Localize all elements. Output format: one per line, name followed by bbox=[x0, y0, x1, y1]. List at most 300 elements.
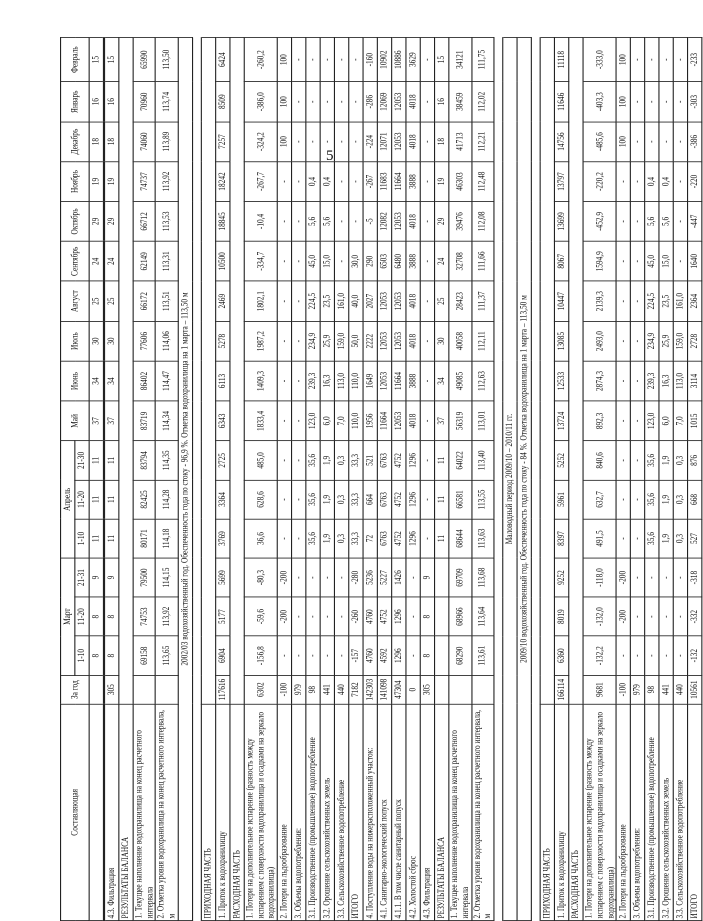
table-cell: 114,15 bbox=[156, 558, 179, 597]
header-month: Ноябрь bbox=[61, 162, 90, 202]
table-cell: 159,0 bbox=[674, 321, 688, 361]
table-cell: 35,6 bbox=[645, 480, 659, 519]
header-decade: 11-20 bbox=[75, 597, 89, 636]
table-cell: - bbox=[674, 82, 688, 122]
table-cell: 33,3 bbox=[349, 519, 363, 558]
table-cell: 111,66 bbox=[472, 241, 495, 281]
table-cell: -260 bbox=[349, 597, 363, 636]
header-march: Март bbox=[61, 558, 75, 675]
table-cell: - bbox=[335, 162, 349, 202]
table-cell: 82425 bbox=[133, 480, 156, 519]
table-cell: -286 bbox=[363, 82, 377, 122]
table-cell: 6904 bbox=[216, 636, 230, 675]
table-cell: 46303 bbox=[449, 162, 472, 202]
table-cell: 2493,0 bbox=[583, 321, 616, 361]
table-cell: 11683 bbox=[378, 162, 392, 202]
table-cell: 13724 bbox=[555, 401, 569, 441]
table-cell: 35,6 bbox=[645, 441, 659, 480]
table-cell: 36,6 bbox=[244, 519, 277, 558]
table-cell: - bbox=[406, 597, 420, 636]
table-cell: 5177 bbox=[216, 597, 230, 636]
table-row bbox=[156, 38, 179, 921]
table-cell: 35,6 bbox=[306, 441, 320, 480]
table-cell: 3888 bbox=[406, 361, 420, 401]
header-month: Январь bbox=[61, 82, 90, 122]
row-label: РЕЗУЛЬТАТЫ БАЛАНСА bbox=[435, 704, 449, 920]
table-cell: 112,48 bbox=[472, 162, 495, 202]
header-days: 8 bbox=[89, 597, 104, 636]
table-cell: 40,0 bbox=[349, 281, 363, 321]
table-cell: 1,9 bbox=[659, 519, 673, 558]
table-cell: 113,50 bbox=[156, 38, 179, 82]
table-cell: 4752 bbox=[392, 441, 406, 480]
table-cell: 4752 bbox=[378, 597, 392, 636]
table-cell: 0,4 bbox=[320, 162, 334, 202]
table-cell: 0,3 bbox=[674, 480, 688, 519]
table-cell: 2874,3 bbox=[583, 361, 616, 401]
table-row bbox=[631, 38, 645, 921]
table-cell: - bbox=[420, 361, 434, 401]
table-row bbox=[133, 38, 156, 921]
table-cell: 100 bbox=[616, 122, 630, 162]
table-cell: - bbox=[659, 38, 673, 82]
table-cell: 34 bbox=[435, 361, 449, 401]
table-cell: -332 bbox=[688, 597, 702, 636]
table-cell: 1296 bbox=[406, 519, 420, 558]
table-cell: -452,9 bbox=[583, 201, 616, 241]
header-days: 8 bbox=[89, 636, 104, 675]
table-cell: 10886 bbox=[392, 38, 406, 82]
table-cell: - bbox=[292, 82, 306, 122]
table-cell: 66172 bbox=[133, 281, 156, 321]
table-cell: 14756 bbox=[555, 122, 569, 162]
header-days: 30 bbox=[89, 321, 104, 361]
table-cell: 113,31 bbox=[156, 241, 179, 281]
table-cell: - bbox=[659, 636, 673, 675]
table-cell: 10561 bbox=[688, 675, 702, 704]
table-cell: - bbox=[674, 122, 688, 162]
table-row bbox=[335, 38, 349, 921]
table-cell: -100 bbox=[277, 675, 291, 704]
period-title bbox=[503, 38, 517, 921]
table-cell: - bbox=[631, 241, 645, 281]
table-cell: 5,6 bbox=[645, 201, 659, 241]
table-cell: 441 bbox=[320, 675, 334, 704]
table-cell: 8019 bbox=[555, 597, 569, 636]
table-cell: 100 bbox=[277, 122, 291, 162]
table-cell: - bbox=[616, 441, 630, 480]
table-cell: 40058 bbox=[449, 321, 472, 361]
table-cell: 521 bbox=[363, 441, 377, 480]
table-cell: 1296 bbox=[406, 441, 420, 480]
table-cell: 41713 bbox=[449, 122, 472, 162]
header-days: 24 bbox=[89, 241, 104, 281]
table-cell: - bbox=[320, 38, 334, 82]
empty-cell bbox=[119, 38, 133, 705]
table-cell: 485,0 bbox=[244, 441, 277, 480]
table-row bbox=[583, 38, 616, 921]
table-cell: - bbox=[631, 38, 645, 82]
table-cell: - bbox=[277, 361, 291, 401]
table-cell: - bbox=[631, 321, 645, 361]
table-cell: - bbox=[292, 519, 306, 558]
row-label: 2. Потери на льдообразование bbox=[277, 704, 291, 920]
table-cell: 6503 bbox=[378, 241, 392, 281]
table-cell: -334,7 bbox=[244, 241, 277, 281]
row-label: ПРИХОДНАЯ ЧАСТЬ bbox=[540, 704, 554, 920]
table-cell: 1296 bbox=[406, 480, 420, 519]
table-cell: - bbox=[320, 597, 334, 636]
table-row bbox=[292, 38, 306, 921]
table-cell: 23,5 bbox=[659, 281, 673, 321]
row-label: ИТОГО bbox=[688, 704, 702, 920]
table-cell: - bbox=[349, 122, 363, 162]
table-cell: - bbox=[631, 636, 645, 675]
table-cell: 224,5 bbox=[306, 281, 320, 321]
table-cell: 112,63 bbox=[472, 361, 495, 401]
table-cell: - bbox=[616, 281, 630, 321]
table-cell: 305 bbox=[104, 675, 119, 704]
table-cell: 979 bbox=[292, 675, 306, 704]
header-days: 25 bbox=[89, 281, 104, 321]
period-title-text: Маловодный период 2009/10 – 2010/11 гг. bbox=[503, 38, 517, 921]
table-cell: 3769 bbox=[216, 519, 230, 558]
table-cell: 113,0 bbox=[335, 361, 349, 401]
table-cell: - bbox=[645, 82, 659, 122]
table-cell: 66581 bbox=[449, 480, 472, 519]
header-days: 18 bbox=[89, 122, 104, 162]
table-cell: - bbox=[631, 82, 645, 122]
table-cell: 34 bbox=[104, 361, 119, 401]
table-cell: -59,6 bbox=[244, 597, 277, 636]
table-cell: 113,01 bbox=[472, 401, 495, 441]
table-cell: - bbox=[335, 82, 349, 122]
table-row bbox=[569, 38, 583, 921]
table-cell: -200 bbox=[277, 597, 291, 636]
table-cell: - bbox=[335, 558, 349, 597]
header-days-label bbox=[89, 704, 104, 920]
table-cell: - bbox=[420, 401, 434, 441]
row-label: 3. Объемы водопотребления: bbox=[631, 704, 645, 920]
period-title bbox=[178, 38, 192, 921]
table-cell: 10500 bbox=[216, 241, 230, 281]
table-cell: -303 bbox=[688, 82, 702, 122]
table-cell: 2364 bbox=[688, 281, 702, 321]
table-cell: 25,9 bbox=[320, 321, 334, 361]
table-cell: 113,92 bbox=[156, 597, 179, 636]
table-cell: 6,0 bbox=[659, 401, 673, 441]
table-cell: 16,3 bbox=[320, 361, 334, 401]
table-cell: 19 bbox=[104, 162, 119, 202]
table-cell: - bbox=[277, 241, 291, 281]
table-cell: 0,4 bbox=[645, 162, 659, 202]
table-cell: 32708 bbox=[449, 241, 472, 281]
table-cell: -260,2 bbox=[244, 38, 277, 82]
table-cell: 491,5 bbox=[583, 519, 616, 558]
table-cell: - bbox=[335, 38, 349, 82]
table-cell: - bbox=[674, 636, 688, 675]
header-days: 16 bbox=[89, 82, 104, 122]
table-cell: 8 bbox=[104, 597, 119, 636]
table-cell: - bbox=[349, 38, 363, 82]
table-cell: 113,40 bbox=[472, 441, 495, 480]
table-cell bbox=[156, 675, 179, 704]
table-cell: - bbox=[420, 321, 434, 361]
table-cell: 159,0 bbox=[335, 321, 349, 361]
table-cell: - bbox=[292, 558, 306, 597]
table-cell: 4752 bbox=[392, 519, 406, 558]
empty-cell bbox=[540, 38, 554, 705]
table-cell: 47304 bbox=[392, 675, 406, 704]
table-cell: 113,61 bbox=[472, 636, 495, 675]
table-cell: - bbox=[645, 558, 659, 597]
table-cell: 12053 bbox=[378, 321, 392, 361]
table-cell: 290 bbox=[363, 241, 377, 281]
table-cell: 18 bbox=[104, 122, 119, 162]
row-label: 2. Потери на льдообразование bbox=[616, 704, 630, 920]
table-cell: 9 bbox=[104, 558, 119, 597]
table-cell: 1594,9 bbox=[583, 241, 616, 281]
table-cell: -233 bbox=[688, 38, 702, 82]
table-cell: -333,0 bbox=[583, 38, 616, 82]
table-cell: -132 bbox=[688, 636, 702, 675]
table-cell: -200 bbox=[277, 558, 291, 597]
table-cell: - bbox=[631, 519, 645, 558]
row-label: 3.1. Производственное (промышленное) водопотребление bbox=[306, 704, 320, 920]
row-label: 4.1. Санитарно-экологический попуск bbox=[378, 704, 392, 920]
table-row bbox=[616, 38, 630, 921]
table-cell: 632,7 bbox=[583, 480, 616, 519]
table-cell: 28423 bbox=[449, 281, 472, 321]
table-cell: - bbox=[420, 241, 434, 281]
table-cell: 16,3 bbox=[659, 361, 673, 401]
table-cell: 1015 bbox=[688, 401, 702, 441]
table-cell: 1833,4 bbox=[244, 401, 277, 441]
table-cell: 0,4 bbox=[306, 162, 320, 202]
table-row bbox=[392, 38, 406, 921]
table-cell: 3364 bbox=[216, 480, 230, 519]
table-row bbox=[349, 38, 363, 921]
table-cell: - bbox=[420, 201, 434, 241]
table-cell: -160 bbox=[363, 38, 377, 82]
spacer-row bbox=[531, 38, 540, 921]
table-cell: - bbox=[631, 441, 645, 480]
table-cell: 10902 bbox=[378, 38, 392, 82]
table-cell bbox=[449, 675, 472, 704]
header-days: 11 bbox=[89, 480, 104, 519]
table-cell: 64022 bbox=[449, 441, 472, 480]
header-month: Сентябрь bbox=[61, 241, 90, 281]
table-cell: 113,0 bbox=[674, 361, 688, 401]
table-cell: 224,5 bbox=[645, 281, 659, 321]
table-cell: 83794 bbox=[133, 441, 156, 480]
table-cell: 161,0 bbox=[335, 281, 349, 321]
table-cell: - bbox=[674, 201, 688, 241]
table-row bbox=[659, 38, 673, 921]
table-cell: 25 bbox=[435, 281, 449, 321]
table-cell: 10447 bbox=[555, 281, 569, 321]
table-cell: 15,0 bbox=[659, 241, 673, 281]
table-cell: - bbox=[406, 636, 420, 675]
row-label: 3. Объемы водопотребления: bbox=[292, 704, 306, 920]
table-cell: 12082 bbox=[378, 201, 392, 241]
header-decade: 11-20 bbox=[75, 480, 89, 519]
table-cell: -280 bbox=[349, 558, 363, 597]
table-cell: -200 bbox=[616, 597, 630, 636]
table-cell: 1,9 bbox=[320, 441, 334, 480]
table-cell bbox=[435, 597, 449, 636]
table-cell: 2027 bbox=[363, 281, 377, 321]
table-cell: 5961 bbox=[555, 480, 569, 519]
table-cell: - bbox=[349, 162, 363, 202]
table-cell: 8067 bbox=[555, 241, 569, 281]
table-cell: 15 bbox=[435, 38, 449, 82]
table-cell: 112,21 bbox=[472, 122, 495, 162]
table-cell: 664 bbox=[363, 480, 377, 519]
header-decade: 1-10 bbox=[75, 636, 89, 675]
row-label: 2. Отметка уровня водохранилища на конец расчетного интервала, м bbox=[472, 704, 495, 920]
table-cell: - bbox=[631, 201, 645, 241]
table-cell: 234,9 bbox=[645, 321, 659, 361]
table-cell: 11664 bbox=[392, 162, 406, 202]
table-cell: 11 bbox=[435, 480, 449, 519]
table-cell: 37 bbox=[104, 401, 119, 441]
row-label: РЕЗУЛЬТАТЫ БАЛАНСА bbox=[119, 704, 133, 920]
table-cell: - bbox=[277, 162, 291, 202]
table-cell: -10,4 bbox=[244, 201, 277, 241]
table-cell: - bbox=[335, 241, 349, 281]
table-cell: 527 bbox=[688, 519, 702, 558]
header-month: Октябрь bbox=[61, 201, 90, 241]
table-cell: 6343 bbox=[216, 401, 230, 441]
table-cell: 9252 bbox=[555, 558, 569, 597]
table-cell: - bbox=[616, 636, 630, 675]
table-cell: 12053 bbox=[392, 82, 406, 122]
table-cell: 5227 bbox=[378, 558, 392, 597]
table-cell: 69158 bbox=[133, 636, 156, 675]
table-cell: 3114 bbox=[688, 361, 702, 401]
table-cell: 80171 bbox=[133, 519, 156, 558]
table-row bbox=[420, 38, 434, 921]
table-cell: 1,9 bbox=[659, 480, 673, 519]
table-cell: 70960 bbox=[133, 82, 156, 122]
table-cell: 79500 bbox=[133, 558, 156, 597]
table-cell: 86402 bbox=[133, 361, 156, 401]
row-label: 3.2. Орошение сельскохозяйственных земель bbox=[659, 704, 673, 920]
row-label: 4.1.1. В том числе санитарный попуск bbox=[392, 704, 406, 920]
table-cell: 113,89 bbox=[156, 122, 179, 162]
table-cell: - bbox=[420, 480, 434, 519]
table-cell: 15,0 bbox=[320, 241, 334, 281]
header-decade: 21-30 bbox=[75, 441, 89, 480]
table-cell: - bbox=[306, 82, 320, 122]
table-row bbox=[363, 38, 377, 921]
table-row bbox=[449, 38, 472, 921]
table-cell: - bbox=[292, 480, 306, 519]
table-row bbox=[244, 38, 277, 921]
table-cell: -100 bbox=[616, 675, 630, 704]
table-cell: 11 bbox=[104, 519, 119, 558]
table-cell: - bbox=[631, 361, 645, 401]
table-cell: 123,0 bbox=[306, 401, 320, 441]
table-cell: 6424 bbox=[216, 38, 230, 82]
table-cell: 45,0 bbox=[306, 241, 320, 281]
table-cell: 4018 bbox=[406, 122, 420, 162]
table-cell: 35,6 bbox=[306, 480, 320, 519]
table-cell: 68966 bbox=[449, 597, 472, 636]
table-cell: 6480 bbox=[392, 241, 406, 281]
table-cell: 114,47 bbox=[156, 361, 179, 401]
row-label: 3.2. Орошение сельскохозяйственных земель bbox=[320, 704, 334, 920]
table-cell: 305 bbox=[420, 675, 434, 704]
table-cell: - bbox=[306, 636, 320, 675]
table-cell: 440 bbox=[674, 675, 688, 704]
table-cell: 18242 bbox=[216, 162, 230, 202]
table-cell: - bbox=[292, 241, 306, 281]
row-label: ПРИХОДНАЯ ЧАСТЬ bbox=[201, 704, 215, 920]
table-cell: - bbox=[631, 480, 645, 519]
table-cell: 29 bbox=[435, 201, 449, 241]
table-cell: 440 bbox=[335, 675, 349, 704]
table-cell: 98 bbox=[645, 675, 659, 704]
table-cell: 234,9 bbox=[306, 321, 320, 361]
table-cell: 35,6 bbox=[645, 519, 659, 558]
table-cell: 49085 bbox=[449, 361, 472, 401]
table-cell: 12053 bbox=[392, 401, 406, 441]
table-cell: - bbox=[631, 597, 645, 636]
table-cell: 239,3 bbox=[645, 361, 659, 401]
table-cell: 69709 bbox=[449, 558, 472, 597]
header-month: Февраль bbox=[61, 38, 90, 82]
table-cell: 161,0 bbox=[674, 281, 688, 321]
table-cell: 1649 bbox=[363, 361, 377, 401]
table-cell: -5 bbox=[363, 201, 377, 241]
table-cell: - bbox=[420, 519, 434, 558]
table-cell: 113,63 bbox=[472, 519, 495, 558]
table-cell: 166114 bbox=[555, 675, 569, 704]
table-cell: 35,6 bbox=[306, 519, 320, 558]
table-cell: - bbox=[659, 597, 673, 636]
empty-cell bbox=[201, 38, 215, 705]
row-label: 3.3. Сельскохозяйственное водопотребление bbox=[674, 704, 688, 920]
table-cell: 3888 bbox=[406, 241, 420, 281]
table-cell: 12069 bbox=[378, 82, 392, 122]
table-cell: - bbox=[645, 636, 659, 675]
row-label: 1. Текущее наполнение водохранилища на конец расчетного интервала bbox=[449, 704, 472, 920]
table-cell: - bbox=[292, 122, 306, 162]
table-cell: - bbox=[631, 122, 645, 162]
empty-cell bbox=[569, 38, 583, 705]
row-label: ИТОГО bbox=[349, 704, 363, 920]
table-cell: - bbox=[631, 558, 645, 597]
table-cell: -200 bbox=[616, 558, 630, 597]
table-cell: - bbox=[292, 162, 306, 202]
spacer-row bbox=[192, 38, 201, 921]
table-cell: 18845 bbox=[216, 201, 230, 241]
table-cell: 668 bbox=[688, 480, 702, 519]
table-cell: 6763 bbox=[378, 519, 392, 558]
table-row bbox=[555, 38, 569, 921]
table-cell: 74060 bbox=[133, 122, 156, 162]
table-cell: 6302 bbox=[244, 675, 277, 704]
table-cell: - bbox=[320, 636, 334, 675]
table-cell: 4018 bbox=[406, 201, 420, 241]
table-cell: -267,7 bbox=[244, 162, 277, 202]
table-cell: 34121 bbox=[449, 38, 472, 82]
table-row bbox=[378, 38, 392, 921]
table-cell: 11118 bbox=[555, 38, 569, 82]
table-cell: - bbox=[277, 401, 291, 441]
